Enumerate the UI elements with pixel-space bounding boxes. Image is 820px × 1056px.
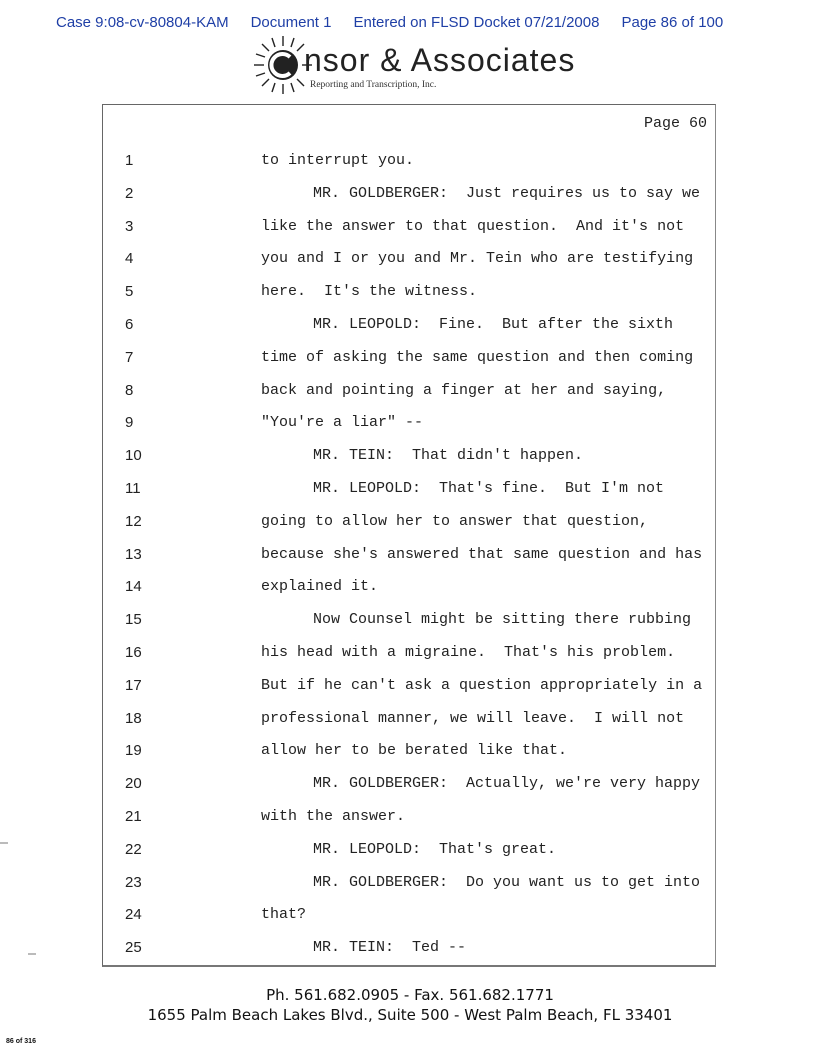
transcript-line-text: MR. LEOPOLD: Fine. But after the sixth <box>313 316 674 333</box>
transcript-line-text: MR. LEOPOLD: That's great. <box>313 841 557 858</box>
line-number: 14 <box>125 578 142 595</box>
transcript-line-text: to interrupt you. <box>261 152 415 169</box>
transcript-line-text: like the answer to that question. And it's not <box>261 218 685 235</box>
line-number: 22 <box>125 841 142 858</box>
scan-artifact <box>0 842 8 844</box>
line-number: 16 <box>125 644 142 661</box>
case-number: Case 9:08-cv-80804-KAM <box>56 14 229 31</box>
line-number: 4 <box>125 250 134 267</box>
line-number: 19 <box>125 742 142 759</box>
line-number: 18 <box>125 710 142 727</box>
scan-artifact <box>28 953 36 955</box>
line-number: 5 <box>125 283 134 300</box>
line-number: 6 <box>125 316 134 333</box>
transcript-line-text: you and I or you and Mr. Tein who are testifying <box>261 250 694 267</box>
line-number: 12 <box>125 513 142 530</box>
line-number: 7 <box>125 349 134 366</box>
line-number: 20 <box>125 775 142 792</box>
transcript-line-text: MR. LEOPOLD: That's fine. But I'm not <box>313 480 665 497</box>
transcript-line-text: professional manner, we will leave. I will not <box>261 710 685 727</box>
transcript-line-text: MR. GOLDBERGER: Actually, we're very happy <box>313 775 701 792</box>
transcript-line-text: because she's answered that same question and has <box>261 546 703 563</box>
line-number: 9 <box>125 414 134 431</box>
transcript-line-text: explained it. <box>261 578 379 595</box>
company-name: nsor & Associates <box>304 42 576 78</box>
footer-phone-fax: Ph. 561.682.0905 - Fax. 561.682.1771 <box>266 986 554 1004</box>
transcript-line-text: his head with a migraine. That's his problem. <box>261 644 676 661</box>
footer-address: 1655 Palm Beach Lakes Blvd., Suite 500 - West Palm Beach, FL 33401 <box>147 1006 673 1024</box>
line-number: 21 <box>125 808 142 825</box>
pdf-page-counter: 86 of 316 <box>6 1038 36 1045</box>
transcript-line-text: MR. GOLDBERGER: Do you want us to get into <box>313 874 701 891</box>
docket-entry: Entered on FLSD Docket 07/21/2008 <box>353 14 600 31</box>
line-number: 8 <box>125 382 134 399</box>
transcript-line-text: here. It's the witness. <box>261 283 478 300</box>
line-number: 25 <box>125 939 142 956</box>
court-filing-header <box>56 14 776 36</box>
transcript-line-text: MR. TEIN: Ted -- <box>313 939 467 956</box>
line-number: 17 <box>125 677 142 694</box>
transcript-line-text: that? <box>261 906 307 923</box>
transcript-line-text: back and pointing a finger at her and saying, <box>261 382 667 399</box>
transcript-line-text: But if he can't ask a question appropriately in a <box>261 677 703 694</box>
transcript-line-text: MR. GOLDBERGER: Just requires us to say we <box>313 185 701 202</box>
line-number: 11 <box>125 480 141 497</box>
filing-page-number: Page 86 of 100 <box>621 14 724 31</box>
line-number: 10 <box>125 447 142 464</box>
transcript-line-text: time of asking the same question and then coming <box>261 349 694 366</box>
transcript-line-text: allow her to be berated like that. <box>261 742 568 759</box>
line-number: 2 <box>125 185 134 202</box>
document-number: Document 1 <box>250 14 332 31</box>
line-number: 24 <box>125 906 142 923</box>
transcript-page <box>102 104 716 967</box>
line-number: 1 <box>125 152 134 169</box>
transcript-line-text: with the answer. <box>261 808 406 825</box>
transcript-page-label: Page 60 <box>643 115 707 132</box>
transcript-line-text: MR. TEIN: That didn't happen. <box>313 447 584 464</box>
line-number: 23 <box>125 874 142 891</box>
transcript-line-text: going to allow her to answer that question, <box>261 513 649 530</box>
company-logo <box>252 34 576 102</box>
line-number: 3 <box>125 218 134 235</box>
transcript-line-text: Now Counsel might be sitting there rubbing <box>313 611 692 628</box>
company-tagline: Reporting and Transcription, Inc. <box>310 80 437 90</box>
line-number: 15 <box>125 611 142 628</box>
transcript-line-text: "You're a liar" -- <box>261 414 424 431</box>
line-number: 13 <box>125 546 142 563</box>
